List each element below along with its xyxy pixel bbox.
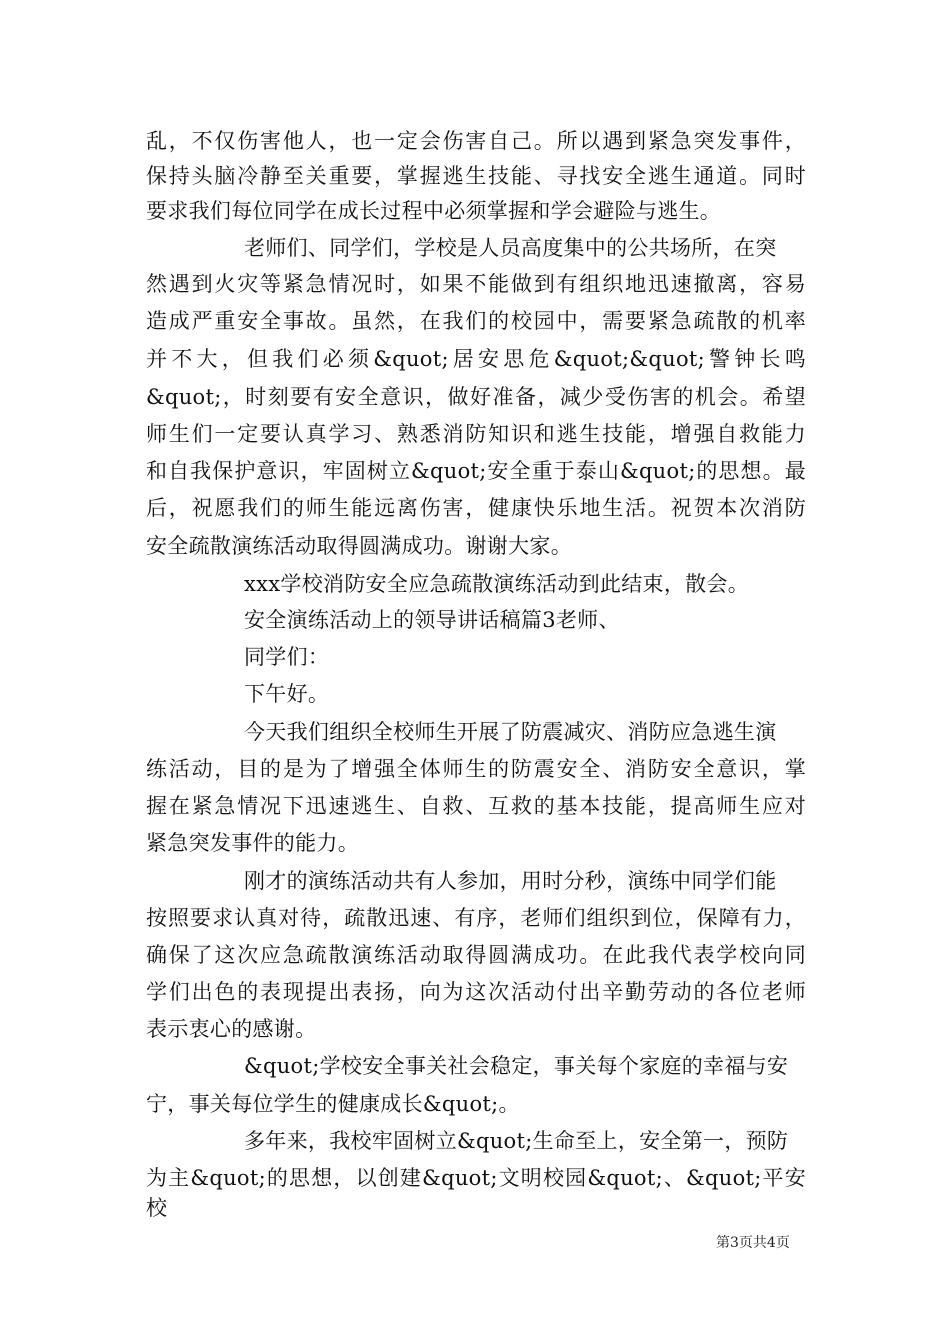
paragraph-start-line: 刚才的演练活动共有人参加，用时分秒，演练中同学们能 (244, 869, 777, 893)
text-line: 乱，不仅伤害他人，也一定会伤害自己。所以遇到紧急突发事件， (146, 129, 806, 153)
salutation: 同学们： (244, 645, 330, 669)
text-line: 和自我保护意识，牢固树立&quot;安全重于泰山&quot;的思想。最 (146, 459, 806, 483)
text-line: 握在紧急情况下迅速逃生、自救、互救的基本技能，提高师生应对 (146, 794, 806, 818)
paragraph-start-line: 多年来，我校牢固树立&quot;生命至上，安全第一，预防 (244, 1129, 789, 1153)
text-line: 然遇到火灾等紧急情况时，如果不能做到有组织地迅速撤离，容易 (146, 272, 806, 296)
text-line: 并不大，但我们必须&quot;居安思危&quot;&quot;警钟长鸣 (146, 347, 806, 371)
text-line: 保持头脑冷静至关重要，掌握逃生技能、寻找安全逃生通道。同时 (146, 164, 806, 188)
text-line: 要求我们每位同学在成长过程中必须掌握和学会避险与逃生。 (146, 199, 722, 223)
text-line: 表示衷心的感谢。 (146, 1017, 317, 1041)
page-number-footer: 第3页共4页 (716, 1235, 790, 1251)
text-line: 确保了这次应急疏散演练活动取得圆满成功。在此我代表学校向同 (146, 943, 806, 967)
text-line: 造成严重安全事故。虽然，在我们的校园中，需要紧急疏散的机率 (146, 309, 806, 333)
text-line: &quot;，时刻要有安全意识，做好准备，减少受伤害的机会。希望 (146, 385, 806, 409)
text-line: 宁，事关每位学生的健康成长&quot;。 (146, 1092, 520, 1116)
text-line: 安全疏散演练活动取得圆满成功。谢谢大家。 (146, 534, 572, 558)
paragraph-line: xxx学校消防安全应急疏散演练活动到此结束，散会。 (244, 572, 750, 596)
text-line: 后，祝愿我们的师生能远离伤害，健康快乐地生活。祝贺本次消防 (146, 496, 806, 520)
text-line: 学们出色的表现提出表扬，向为这次活动付出辛勤劳动的各位老师 (146, 980, 806, 1004)
paragraph-start-line: 今天我们组织全校师生开展了防震减灾、消防应急逃生演 (244, 720, 777, 744)
text-line: 按照要求认真对待，疏散迅速、有序，老师们组织到位，保障有力， (146, 906, 806, 930)
paragraph-start-line: 老师们、同学们，学校是人员高度集中的公共场所，在突 (244, 236, 777, 260)
section-heading: 安全演练活动上的领导讲话稿篇3老师、 (244, 608, 620, 632)
text-line: 练活动，目的是为了增强全体师生的防震安全、消防安全意识，掌 (146, 757, 806, 781)
greeting: 下午好。 (244, 682, 330, 706)
paragraph-start-line: &quot;学校安全事关社会稳定，事关每个家庭的幸福与安 (244, 1054, 789, 1078)
text-line: 为主&quot;的思想，以创建&quot;文明校园&quot;、&quot;平安校 (146, 1166, 806, 1220)
text-line: 师生们一定要认真学习、熟悉消防知识和逃生技能，增强自救能力 (146, 422, 806, 446)
text-line: 紧急突发事件的能力。 (146, 831, 359, 855)
